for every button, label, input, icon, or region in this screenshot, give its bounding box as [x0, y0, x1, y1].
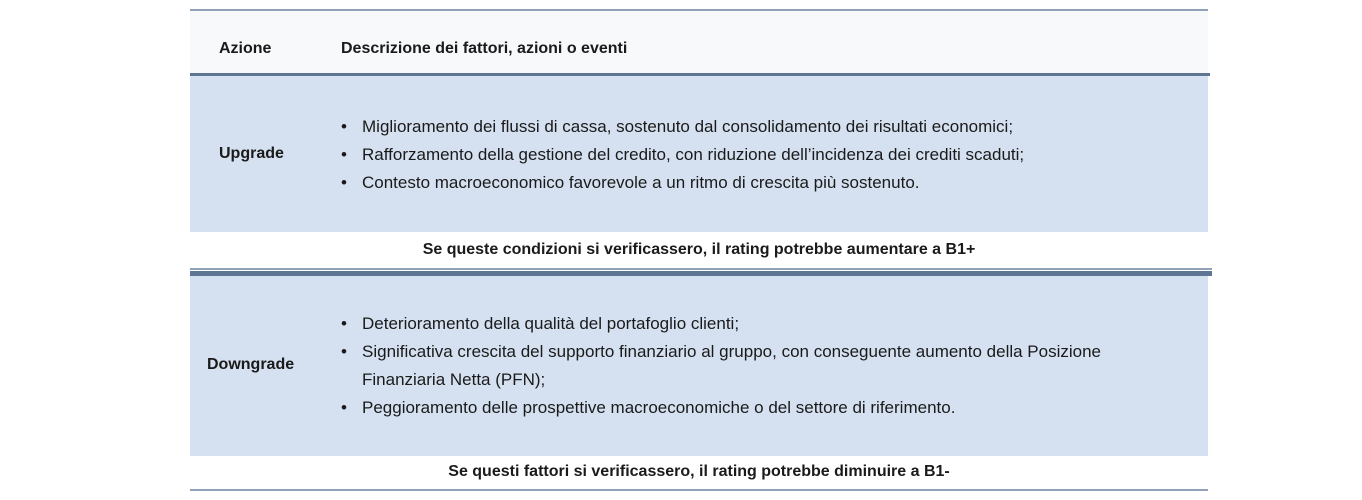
upgrade-label: Upgrade [219, 145, 284, 162]
downgrade-label: Downgrade [207, 356, 295, 373]
header-description: Descrizione dei fattori, azioni o eventi [341, 40, 628, 57]
list-item [341, 394, 1171, 422]
downgrade-list [341, 310, 1171, 422]
upgrade-condition: Se queste condizioni si verificassero, il rating potrebbe aumentare a B1+ [190, 232, 1208, 266]
list-item [341, 113, 1171, 141]
list-item-text: Contesto macroeconomico favorevole a un ritmo di crescita più sostenuto. [362, 173, 920, 192]
downgrade-condition: Se questi fattori si verificassero, il rating potrebbe diminuire a B1- [190, 456, 1208, 490]
bottom-rule [190, 489, 1208, 491]
list-item-text: Rafforzamento della gestione del credito, con riduzione dell’incidenza dei crediti scaduti; [362, 145, 1025, 164]
table-header-row [190, 11, 1208, 74]
bullet-icon: • [341, 314, 347, 333]
list-item-text: Miglioramento dei flussi di cassa, sostenuto dal consolidamento dei risultati economici; [362, 117, 1014, 136]
bullet-icon: • [341, 173, 347, 192]
upgrade-list [341, 113, 1171, 197]
bullet-icon: • [341, 342, 347, 361]
list-item [341, 310, 1171, 338]
section-rule-thin [190, 268, 1212, 270]
list-item-text: Deterioramento della qualità del portafoglio clienti; [362, 314, 740, 333]
list-item-text: Peggioramento delle prospettive macroeconomiche o del settore di riferimento. [362, 398, 956, 417]
header-action: Azione [219, 40, 272, 57]
list-item [341, 141, 1171, 169]
list-item [341, 338, 1171, 394]
bullet-icon: • [341, 398, 347, 417]
bullet-icon: • [341, 117, 347, 136]
list-item-text: Significativa crescita del supporto finanziario al gruppo, con conseguente aumento della Posizione Finanziaria Netta (PFN); [362, 342, 1102, 389]
bullet-icon: • [341, 145, 347, 164]
list-item [341, 169, 1171, 197]
